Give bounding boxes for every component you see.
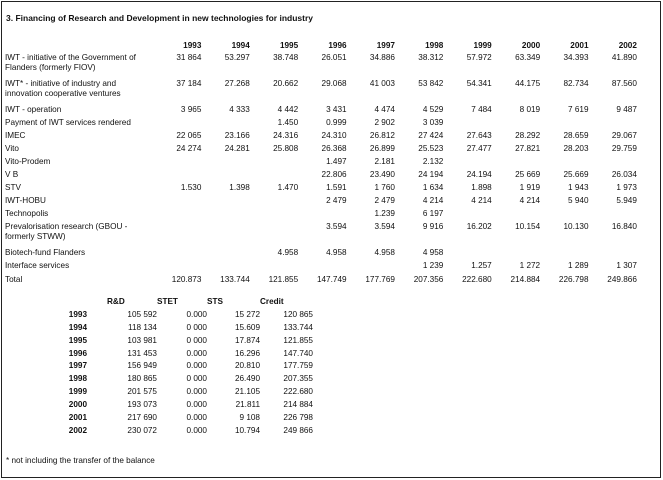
table-row bbox=[5, 209, 639, 222]
table-cell: 22.806 bbox=[321, 170, 347, 179]
table-cell: 1.898 bbox=[471, 183, 492, 192]
table-cell bbox=[445, 209, 493, 222]
page-title: 3. Financing of Research and Development in new technologies for industry bbox=[6, 13, 313, 23]
year-header: 1996 bbox=[328, 41, 347, 50]
summary-cell: 131 453 bbox=[127, 348, 157, 358]
table-cell bbox=[445, 248, 493, 261]
total-row bbox=[5, 274, 639, 288]
table-row bbox=[5, 53, 639, 79]
table-cell: 41.890 bbox=[611, 53, 637, 62]
table-cell: 27.477 bbox=[466, 144, 492, 153]
table-cell: 3 431 bbox=[326, 105, 347, 114]
table-cell bbox=[300, 261, 348, 274]
table-cell: 1.470 bbox=[277, 183, 299, 192]
table-cell bbox=[203, 170, 251, 183]
summary-year: 1995 bbox=[68, 335, 87, 345]
summary-year: 1996 bbox=[68, 348, 87, 358]
summary-cell: 180 865 bbox=[127, 374, 157, 384]
summary-header-row bbox=[30, 297, 313, 310]
summary-row bbox=[30, 387, 313, 400]
summary-cell: 15.609 bbox=[234, 322, 260, 332]
table-cell: 16.840 bbox=[611, 222, 637, 231]
total-value: 133.744 bbox=[220, 275, 250, 284]
summary-cell: 16.296 bbox=[234, 348, 260, 358]
table-cell: 82.734 bbox=[563, 79, 589, 88]
summary-year-header bbox=[30, 297, 87, 310]
row-label: V B bbox=[5, 170, 19, 179]
table-cell: 26.899 bbox=[369, 144, 395, 153]
table-cell: 87.560 bbox=[611, 79, 637, 88]
table-cell: 26.034 bbox=[611, 170, 637, 179]
year-header: 1994 bbox=[231, 41, 250, 50]
summary-year: 1998 bbox=[68, 374, 87, 384]
table-cell bbox=[445, 157, 493, 170]
table-cell: 5 940 bbox=[568, 196, 589, 205]
summary-row bbox=[30, 310, 313, 323]
table-cell: 37 184 bbox=[176, 79, 202, 88]
summary-cell: 156 949 bbox=[127, 361, 157, 371]
year-header: 1995 bbox=[279, 41, 299, 50]
table-cell bbox=[591, 209, 639, 222]
table-cell: 10.130 bbox=[563, 222, 589, 231]
footnote: * not including the transfer of the balance bbox=[6, 456, 155, 465]
row-label: IWT* - initiative of industry and innovation cooperative ventures bbox=[5, 79, 121, 98]
table-cell: 3 965 bbox=[180, 105, 202, 114]
table-cell bbox=[591, 157, 639, 170]
table-row bbox=[5, 222, 639, 248]
table-cell bbox=[155, 157, 203, 170]
summary-cell: 230 072 bbox=[127, 425, 157, 435]
row-label: Biotech-fund Flanders bbox=[5, 248, 86, 257]
table-cell: 29.759 bbox=[611, 144, 637, 153]
summary-cell: 20.810 bbox=[234, 361, 260, 371]
row-label: Interface services bbox=[5, 261, 70, 270]
total-value: 249.866 bbox=[607, 275, 637, 284]
row-label: Payment of IWT services rendered bbox=[5, 118, 131, 127]
table-cell: 24.316 bbox=[273, 131, 299, 140]
table-cell bbox=[252, 209, 300, 222]
summary-cell: 105 592 bbox=[127, 309, 157, 319]
summary-cell: 207.355 bbox=[283, 374, 313, 384]
total-value: 214.884 bbox=[510, 275, 541, 284]
table-cell: 23.490 bbox=[369, 170, 395, 179]
table-row bbox=[5, 118, 639, 131]
table-row bbox=[5, 261, 639, 274]
table-cell: 3.594 bbox=[374, 222, 395, 231]
year-header: 1993 bbox=[183, 41, 202, 50]
table-cell: 24 194 bbox=[418, 170, 444, 179]
table-cell: 3 039 bbox=[422, 118, 444, 127]
summary-row bbox=[30, 374, 313, 387]
table-cell bbox=[155, 196, 203, 209]
table-cell bbox=[203, 196, 251, 209]
summary-cell: 133.744 bbox=[283, 322, 313, 332]
table-cell: 24 274 bbox=[176, 144, 202, 153]
table-cell: 4.958 bbox=[277, 248, 299, 257]
table-cell: 38.312 bbox=[418, 53, 444, 62]
table-cell: 24.194 bbox=[466, 170, 492, 179]
table-cell: 4 214 bbox=[422, 196, 444, 205]
table-cell: 1.257 bbox=[471, 261, 492, 270]
summary-cell: 193 073 bbox=[127, 400, 157, 410]
table-cell: 1 634 bbox=[422, 183, 444, 192]
table-cell: 1.239 bbox=[374, 209, 395, 218]
table-cell bbox=[591, 118, 639, 131]
summary-cell: 15 272 bbox=[234, 309, 260, 319]
table-cell: 1 943 bbox=[568, 183, 589, 192]
summary-header: STS bbox=[207, 297, 223, 306]
table-cell bbox=[542, 248, 590, 261]
row-label: IMEC bbox=[5, 131, 26, 140]
total-value: 177.769 bbox=[365, 275, 395, 284]
table-cell: 10.154 bbox=[515, 222, 541, 231]
table-cell: 7 484 bbox=[471, 105, 492, 114]
table-cell: 4 333 bbox=[229, 105, 250, 114]
summary-cell: 118 134 bbox=[128, 322, 157, 332]
table-row bbox=[5, 79, 639, 105]
table-cell: 4.958 bbox=[326, 248, 347, 257]
table-cell: 25.523 bbox=[418, 144, 444, 153]
row-label: Vito-Prodem bbox=[5, 157, 51, 166]
summary-header: R&D bbox=[107, 297, 125, 306]
table-row bbox=[5, 196, 639, 209]
summary-row bbox=[30, 336, 313, 349]
table-cell: 25.669 bbox=[563, 170, 589, 179]
summary-year: 1994 bbox=[68, 322, 87, 332]
table-row bbox=[5, 183, 639, 196]
table-cell: 2 479 bbox=[374, 196, 395, 205]
table-cell: 22 065 bbox=[176, 131, 202, 140]
table-cell: 2.132 bbox=[422, 157, 444, 166]
table-cell: 44.175 bbox=[515, 79, 541, 88]
table-cell bbox=[300, 209, 348, 222]
summary-row bbox=[30, 413, 313, 426]
summary-year: 2000 bbox=[68, 400, 87, 410]
table-row bbox=[5, 170, 639, 183]
year-header: 2002 bbox=[618, 41, 637, 50]
summary-cell: 0 000 bbox=[186, 374, 207, 384]
summary-cell: 0.000 bbox=[186, 387, 207, 397]
table-cell bbox=[494, 118, 542, 131]
summary-cell: 217 690 bbox=[127, 413, 157, 423]
financing-table bbox=[5, 41, 639, 288]
summary-cell: 9 108 bbox=[239, 413, 260, 423]
table-cell: 25.808 bbox=[273, 144, 299, 153]
row-label: IWT-HOBU bbox=[5, 196, 46, 205]
table-cell bbox=[252, 157, 300, 170]
table-cell: 1 973 bbox=[616, 183, 637, 192]
year-header: 1997 bbox=[376, 41, 395, 50]
table-cell: 27.268 bbox=[224, 79, 250, 88]
summary-row bbox=[30, 361, 313, 374]
summary-cell: 201 575 bbox=[127, 387, 157, 397]
table-cell: 16.202 bbox=[466, 222, 492, 231]
table-cell: 1 272 bbox=[519, 261, 541, 270]
financing-table-body bbox=[5, 53, 639, 274]
summary-cell: 0 000 bbox=[186, 322, 207, 332]
summary-cell: 214 884 bbox=[283, 400, 313, 410]
table-cell: 29.068 bbox=[321, 79, 347, 88]
table-cell bbox=[494, 157, 542, 170]
table-cell: 2 479 bbox=[326, 196, 347, 205]
summary-cell: 0.000 bbox=[186, 309, 207, 319]
table-cell bbox=[252, 196, 300, 209]
summary-table-body bbox=[30, 310, 313, 439]
table-cell: 4 442 bbox=[277, 105, 299, 114]
table-cell: 9 487 bbox=[616, 105, 637, 114]
table-cell: 57.972 bbox=[466, 53, 492, 62]
table-cell: 1.450 bbox=[277, 118, 299, 127]
table-cell: 4.958 bbox=[374, 248, 395, 257]
total-value: 147.749 bbox=[316, 275, 347, 284]
table-cell: 1.497 bbox=[326, 157, 347, 166]
table-cell bbox=[203, 118, 251, 131]
summary-row bbox=[30, 323, 313, 336]
table-cell: 31 864 bbox=[176, 53, 202, 62]
table-cell: 7 619 bbox=[568, 105, 589, 114]
summary-cell: 120 865 bbox=[283, 309, 313, 319]
table-cell: 24.310 bbox=[321, 131, 347, 140]
table-row bbox=[5, 144, 639, 157]
table-cell: 4 529 bbox=[422, 105, 444, 114]
summary-table bbox=[30, 297, 313, 439]
summary-cell: 21.811 bbox=[235, 400, 260, 410]
table-cell: 28.203 bbox=[563, 144, 589, 153]
table-cell: 28.292 bbox=[515, 131, 541, 140]
summary-cell: 26.490 bbox=[234, 374, 260, 384]
summary-cell: 0.000 bbox=[186, 348, 207, 358]
table-cell: 5.949 bbox=[616, 196, 637, 205]
summary-row bbox=[30, 400, 313, 413]
table-cell: 41 003 bbox=[369, 79, 395, 88]
table-cell: 1 289 bbox=[568, 261, 589, 270]
summary-row bbox=[30, 349, 313, 362]
year-header-row bbox=[5, 41, 639, 53]
summary-cell: 0.000 bbox=[186, 413, 207, 423]
table-cell bbox=[494, 209, 542, 222]
row-label: Technopolis bbox=[5, 209, 49, 218]
table-cell: 20.662 bbox=[273, 79, 299, 88]
table-cell: 1 239 bbox=[422, 261, 444, 270]
summary-cell: 0.000 bbox=[186, 425, 207, 435]
table-cell bbox=[203, 248, 251, 261]
table-cell: 38.748 bbox=[273, 53, 299, 62]
total-value: 226.798 bbox=[558, 275, 589, 284]
summary-cell: 147.740 bbox=[283, 348, 313, 358]
summary-cell: 10.794 bbox=[234, 425, 260, 435]
row-label: Prevalorisation research (GBOU - formerly STWW) bbox=[5, 222, 128, 241]
summary-cell: 21.105 bbox=[234, 387, 260, 397]
table-cell: 27.643 bbox=[466, 131, 492, 140]
table-cell: 4 958 bbox=[422, 248, 444, 257]
summary-cell: 17.874 bbox=[234, 335, 260, 345]
year-header: 2001 bbox=[570, 41, 589, 50]
row-label-header bbox=[5, 41, 155, 53]
table-cell bbox=[155, 118, 203, 131]
table-cell bbox=[203, 261, 251, 274]
summary-row bbox=[30, 426, 313, 439]
table-cell bbox=[542, 157, 590, 170]
table-row bbox=[5, 157, 639, 170]
total-value: 121.855 bbox=[268, 275, 299, 284]
table-cell: 26.368 bbox=[321, 144, 347, 153]
table-cell bbox=[155, 248, 203, 261]
summary-year: 1993 bbox=[68, 309, 87, 319]
table-cell: 26.051 bbox=[321, 53, 347, 62]
table-cell bbox=[542, 209, 590, 222]
table-cell bbox=[155, 209, 203, 222]
row-label: STV bbox=[5, 183, 21, 192]
table-cell: 26.812 bbox=[369, 131, 395, 140]
table-cell bbox=[349, 261, 397, 274]
table-cell: 8 019 bbox=[519, 105, 541, 114]
table-cell bbox=[494, 248, 542, 261]
table-cell: 3.594 bbox=[326, 222, 347, 231]
total-value: 120.873 bbox=[171, 275, 202, 284]
table-cell bbox=[252, 170, 300, 183]
table-cell: 1 307 bbox=[616, 261, 637, 270]
table-cell: 27.821 bbox=[515, 144, 541, 153]
table-cell: 23.166 bbox=[224, 131, 250, 140]
table-cell: 2 902 bbox=[374, 118, 395, 127]
table-cell bbox=[155, 261, 203, 274]
summary-year: 2001 bbox=[68, 413, 87, 423]
table-cell: 63.349 bbox=[515, 53, 541, 62]
table-row bbox=[5, 105, 639, 118]
summary-cell: 226 798 bbox=[283, 413, 313, 423]
table-cell bbox=[203, 157, 251, 170]
summary-cell: 121.855 bbox=[283, 335, 313, 345]
row-label: IWT - initiative of the Government of Flanders (formerly FIOV) bbox=[5, 53, 136, 72]
table-cell bbox=[155, 222, 203, 248]
summary-header: STET bbox=[157, 297, 178, 306]
row-label: Vito bbox=[5, 144, 19, 153]
summary-cell: 249 866 bbox=[283, 425, 313, 435]
summary-cell: 177.759 bbox=[283, 361, 313, 371]
table-cell: 1.530 bbox=[180, 183, 202, 192]
table-cell: 0.999 bbox=[326, 118, 347, 127]
summary-header: Credit bbox=[260, 297, 284, 306]
table-cell: 25 669 bbox=[515, 170, 541, 179]
summary-cell: 0.000 bbox=[186, 400, 207, 410]
table-cell: 24.281 bbox=[224, 144, 250, 153]
summary-cell: 0 000 bbox=[186, 335, 207, 345]
summary-year: 1997 bbox=[68, 361, 87, 371]
year-header: 1998 bbox=[425, 41, 444, 50]
total-label: Total bbox=[5, 275, 23, 284]
table-cell bbox=[591, 248, 639, 261]
table-cell: 53 842 bbox=[418, 79, 444, 88]
summary-cell: 222.680 bbox=[283, 387, 313, 397]
table-cell: 2.181 bbox=[374, 157, 395, 166]
table-cell: 54.341 bbox=[466, 79, 492, 88]
table-cell bbox=[252, 261, 300, 274]
table-cell: 4 214 bbox=[471, 196, 492, 205]
table-cell: 4 474 bbox=[374, 105, 395, 114]
summary-year: 1999 bbox=[68, 387, 87, 397]
table-cell bbox=[203, 209, 251, 222]
table-cell: 9 916 bbox=[422, 222, 444, 231]
table-cell: 6 197 bbox=[422, 209, 444, 218]
total-value: 207.356 bbox=[413, 275, 444, 284]
total-value: 222.680 bbox=[462, 275, 492, 284]
table-cell: 34.886 bbox=[369, 53, 395, 62]
table-cell bbox=[252, 222, 300, 248]
summary-cell: 103 981 bbox=[127, 335, 157, 345]
table-cell: 28.659 bbox=[563, 131, 589, 140]
table-cell: 27 424 bbox=[418, 131, 444, 140]
table-cell bbox=[542, 118, 590, 131]
summary-year: 2002 bbox=[68, 425, 87, 435]
table-cell: 4 214 bbox=[519, 196, 541, 205]
table-cell: 1 760 bbox=[374, 183, 395, 192]
table-cell: 1 919 bbox=[519, 183, 541, 192]
table-cell: 34.393 bbox=[563, 53, 589, 62]
summary-cell: 0.000 bbox=[186, 361, 207, 371]
table-cell: 1.398 bbox=[229, 183, 250, 192]
row-label: IWT - operation bbox=[5, 105, 62, 114]
table-cell bbox=[203, 222, 251, 248]
table-cell bbox=[445, 118, 493, 131]
year-header: 2000 bbox=[521, 41, 541, 50]
table-cell: 1.591 bbox=[326, 183, 347, 192]
table-row bbox=[5, 131, 639, 144]
table-cell: 29.067 bbox=[611, 131, 637, 140]
table-cell: 53.297 bbox=[224, 53, 250, 62]
table-row bbox=[5, 248, 639, 261]
table-cell bbox=[155, 170, 203, 183]
year-header: 1999 bbox=[473, 41, 492, 50]
